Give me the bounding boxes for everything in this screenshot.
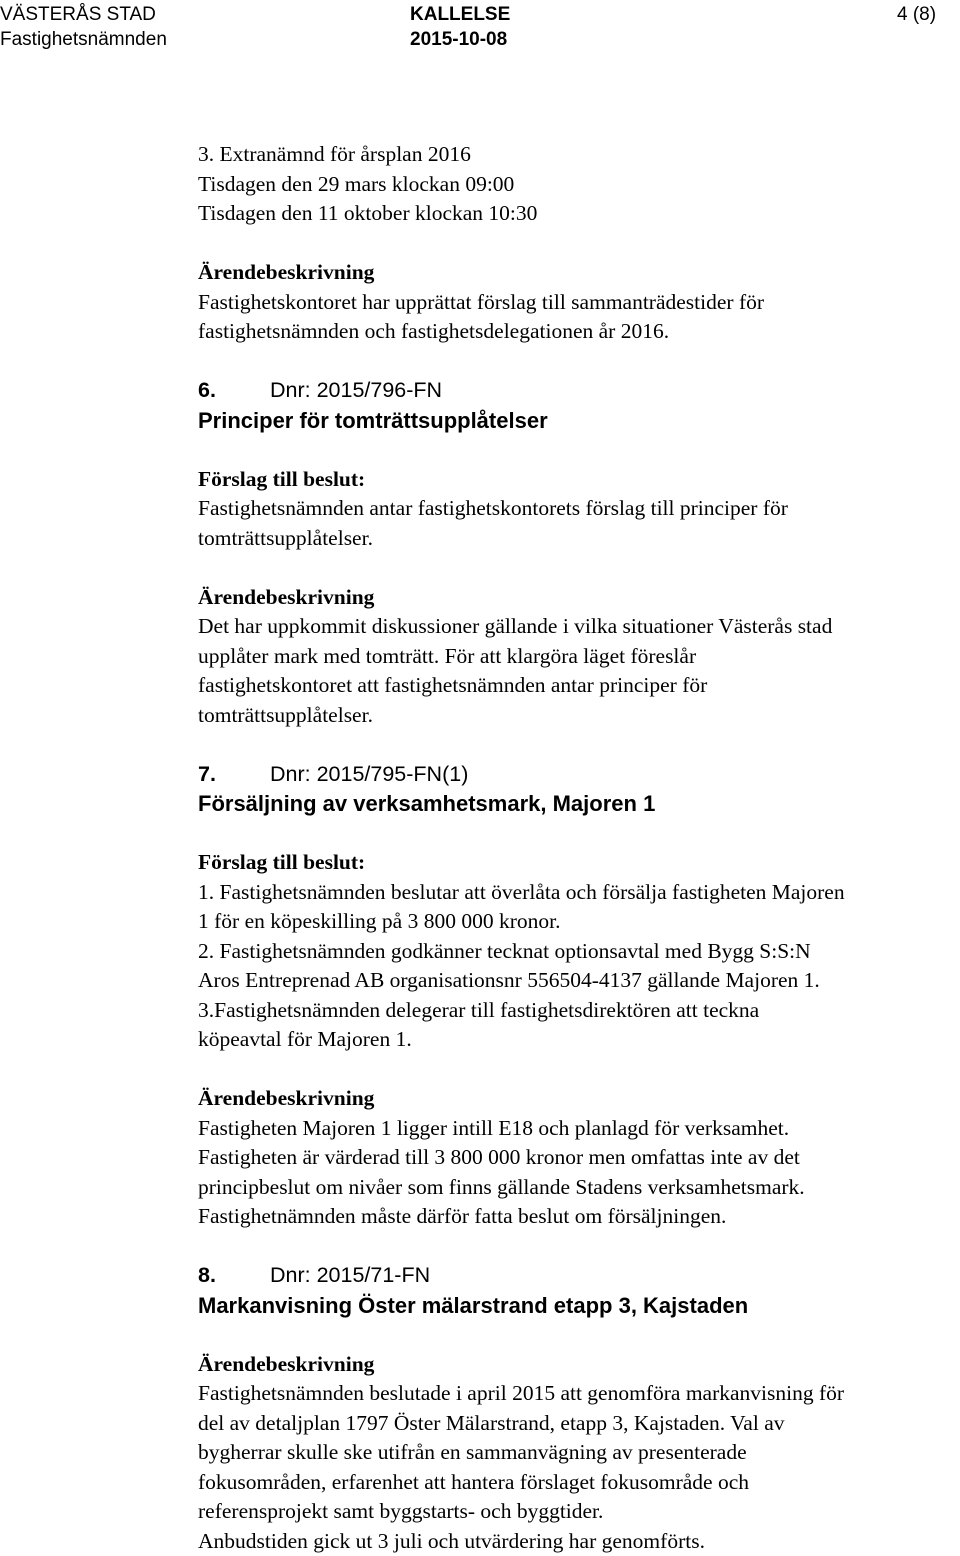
item-7-desc-line: Fastigheten Majoren 1 ligger intill E18 och planlagd för verksamhet. [198,1114,960,1144]
item-6-desc-heading: Ärendebeskrivning [198,583,960,613]
item-3-desc-heading: Ärendebeskrivning [198,258,960,288]
item-6-desc-line: upplåter mark med tomträtt. För att klargöra läget föreslår [198,642,960,672]
item-3-desc-line: Fastighetskontoret har upprättat förslag till sammanträdestider för [198,288,960,318]
header-committee: Fastighetsnämnden [0,29,167,51]
item-3 [198,140,960,347]
item-8-desc-line: fokusområden, erfarenhet att hantera förslaget fokusområde och [198,1468,960,1498]
item-7-proposal-line: 1 för en köpeskilling på 3 800 000 kronor. [198,907,960,937]
item-7-proposal-heading: Förslag till beslut: [198,848,960,878]
item-8-desc-heading: Ärendebeskrivning [198,1350,960,1380]
item-8-desc-line: referensprojekt samt byggstarts- och byggtider. [198,1497,960,1527]
header-page: 4 (8) [897,4,936,26]
item-7-proposal-line: köpeavtal för Majoren 1. [198,1025,960,1055]
item-7-dnr: Dnr: 2015/795-FN(1) [270,762,468,786]
item-7-desc-line: Fastigheten är värderad till 3 800 000 kronor men omfattas inte av det [198,1143,960,1173]
item-3-line: Tisdagen den 29 mars klockan 09:00 [198,170,960,200]
item-6-proposal-heading: Förslag till beslut: [198,465,960,495]
item-7 [198,760,960,1232]
item-7-proposal-line: Aros Entreprenad AB organisationsnr 556504-4137 gällande Majoren 1. [198,966,960,996]
item-7-desc-line: Fastighetnämnden måste därför fatta beslut om försäljningen. [198,1202,960,1232]
item-6-desc-line: fastighetskontoret att fastighetsnämnden antar principer för [198,671,960,701]
item-8-desc-line: bygherrar skulle ske utifrån en sammanvägning av presenterade [198,1438,960,1468]
item-3-line: Tisdagen den 11 oktober klockan 10:30 [198,199,960,229]
item-7-proposal-line: 1. Fastighetsnämnden beslutar att överlåta och försälja fastigheten Majoren [198,878,960,908]
item-8-dnr: Dnr: 2015/71-FN [270,1263,430,1287]
document-body [198,140,960,1556]
item-6-number: 6. [198,376,270,406]
item-8 [198,1261,960,1556]
item-3-desc-line: fastighetsnämnden och fastighetsdelegationen år 2016. [198,317,960,347]
item-7-desc-heading: Ärendebeskrivning [198,1084,960,1114]
item-6-title: Principer för tomträttsupplåtelser [198,406,960,436]
item-6-desc-line: Det har uppkommit diskussioner gällande i vilka situationer Västerås stad [198,612,960,642]
item-6-proposal-line: tomträttsupplåtelser. [198,524,960,554]
item-6 [198,376,960,730]
item-7-title: Försäljning av verksamhetsmark, Majoren 1 [198,789,960,819]
item-8-number: 8. [198,1261,270,1291]
item-7-proposal-line: 2. Fastighetsnämnden godkänner tecknat optionsavtal med Bygg S:S:N [198,937,960,967]
header-doc-type: KALLELSE [410,4,510,26]
item-8-desc-line: del av detaljplan 1797 Öster Mälarstrand, etapp 3, Kajstaden. Val av [198,1409,960,1439]
item-6-dnr: Dnr: 2015/796-FN [270,378,442,402]
item-6-proposal-line: Fastighetsnämnden antar fastighetskontorets förslag till principer för [198,494,960,524]
item-8-title: Markanvisning Öster mälarstrand etapp 3, Kajstaden [198,1291,960,1321]
item-7-desc-line: principbeslut om nivåer som finns gällande Stadens verksamhetsmark. [198,1173,960,1203]
item-8-desc-line: Fastighetsnämnden beslutade i april 2015 att genomföra markanvisning för [198,1379,960,1409]
item-6-desc-line: tomträttsupplåtelser. [198,701,960,731]
header-org: VÄSTERÅS STAD [0,4,156,26]
header-date: 2015-10-08 [410,29,507,51]
item-7-proposal-line: 3.Fastighetsnämnden delegerar till fastighetsdirektören att teckna [198,996,960,1026]
item-3-line: 3. Extranämnd för årsplan 2016 [198,140,960,170]
item-8-desc-line: Anbudstiden gick ut 3 juli och utvärdering har genomförts. [198,1527,960,1556]
item-7-number: 7. [198,760,270,790]
